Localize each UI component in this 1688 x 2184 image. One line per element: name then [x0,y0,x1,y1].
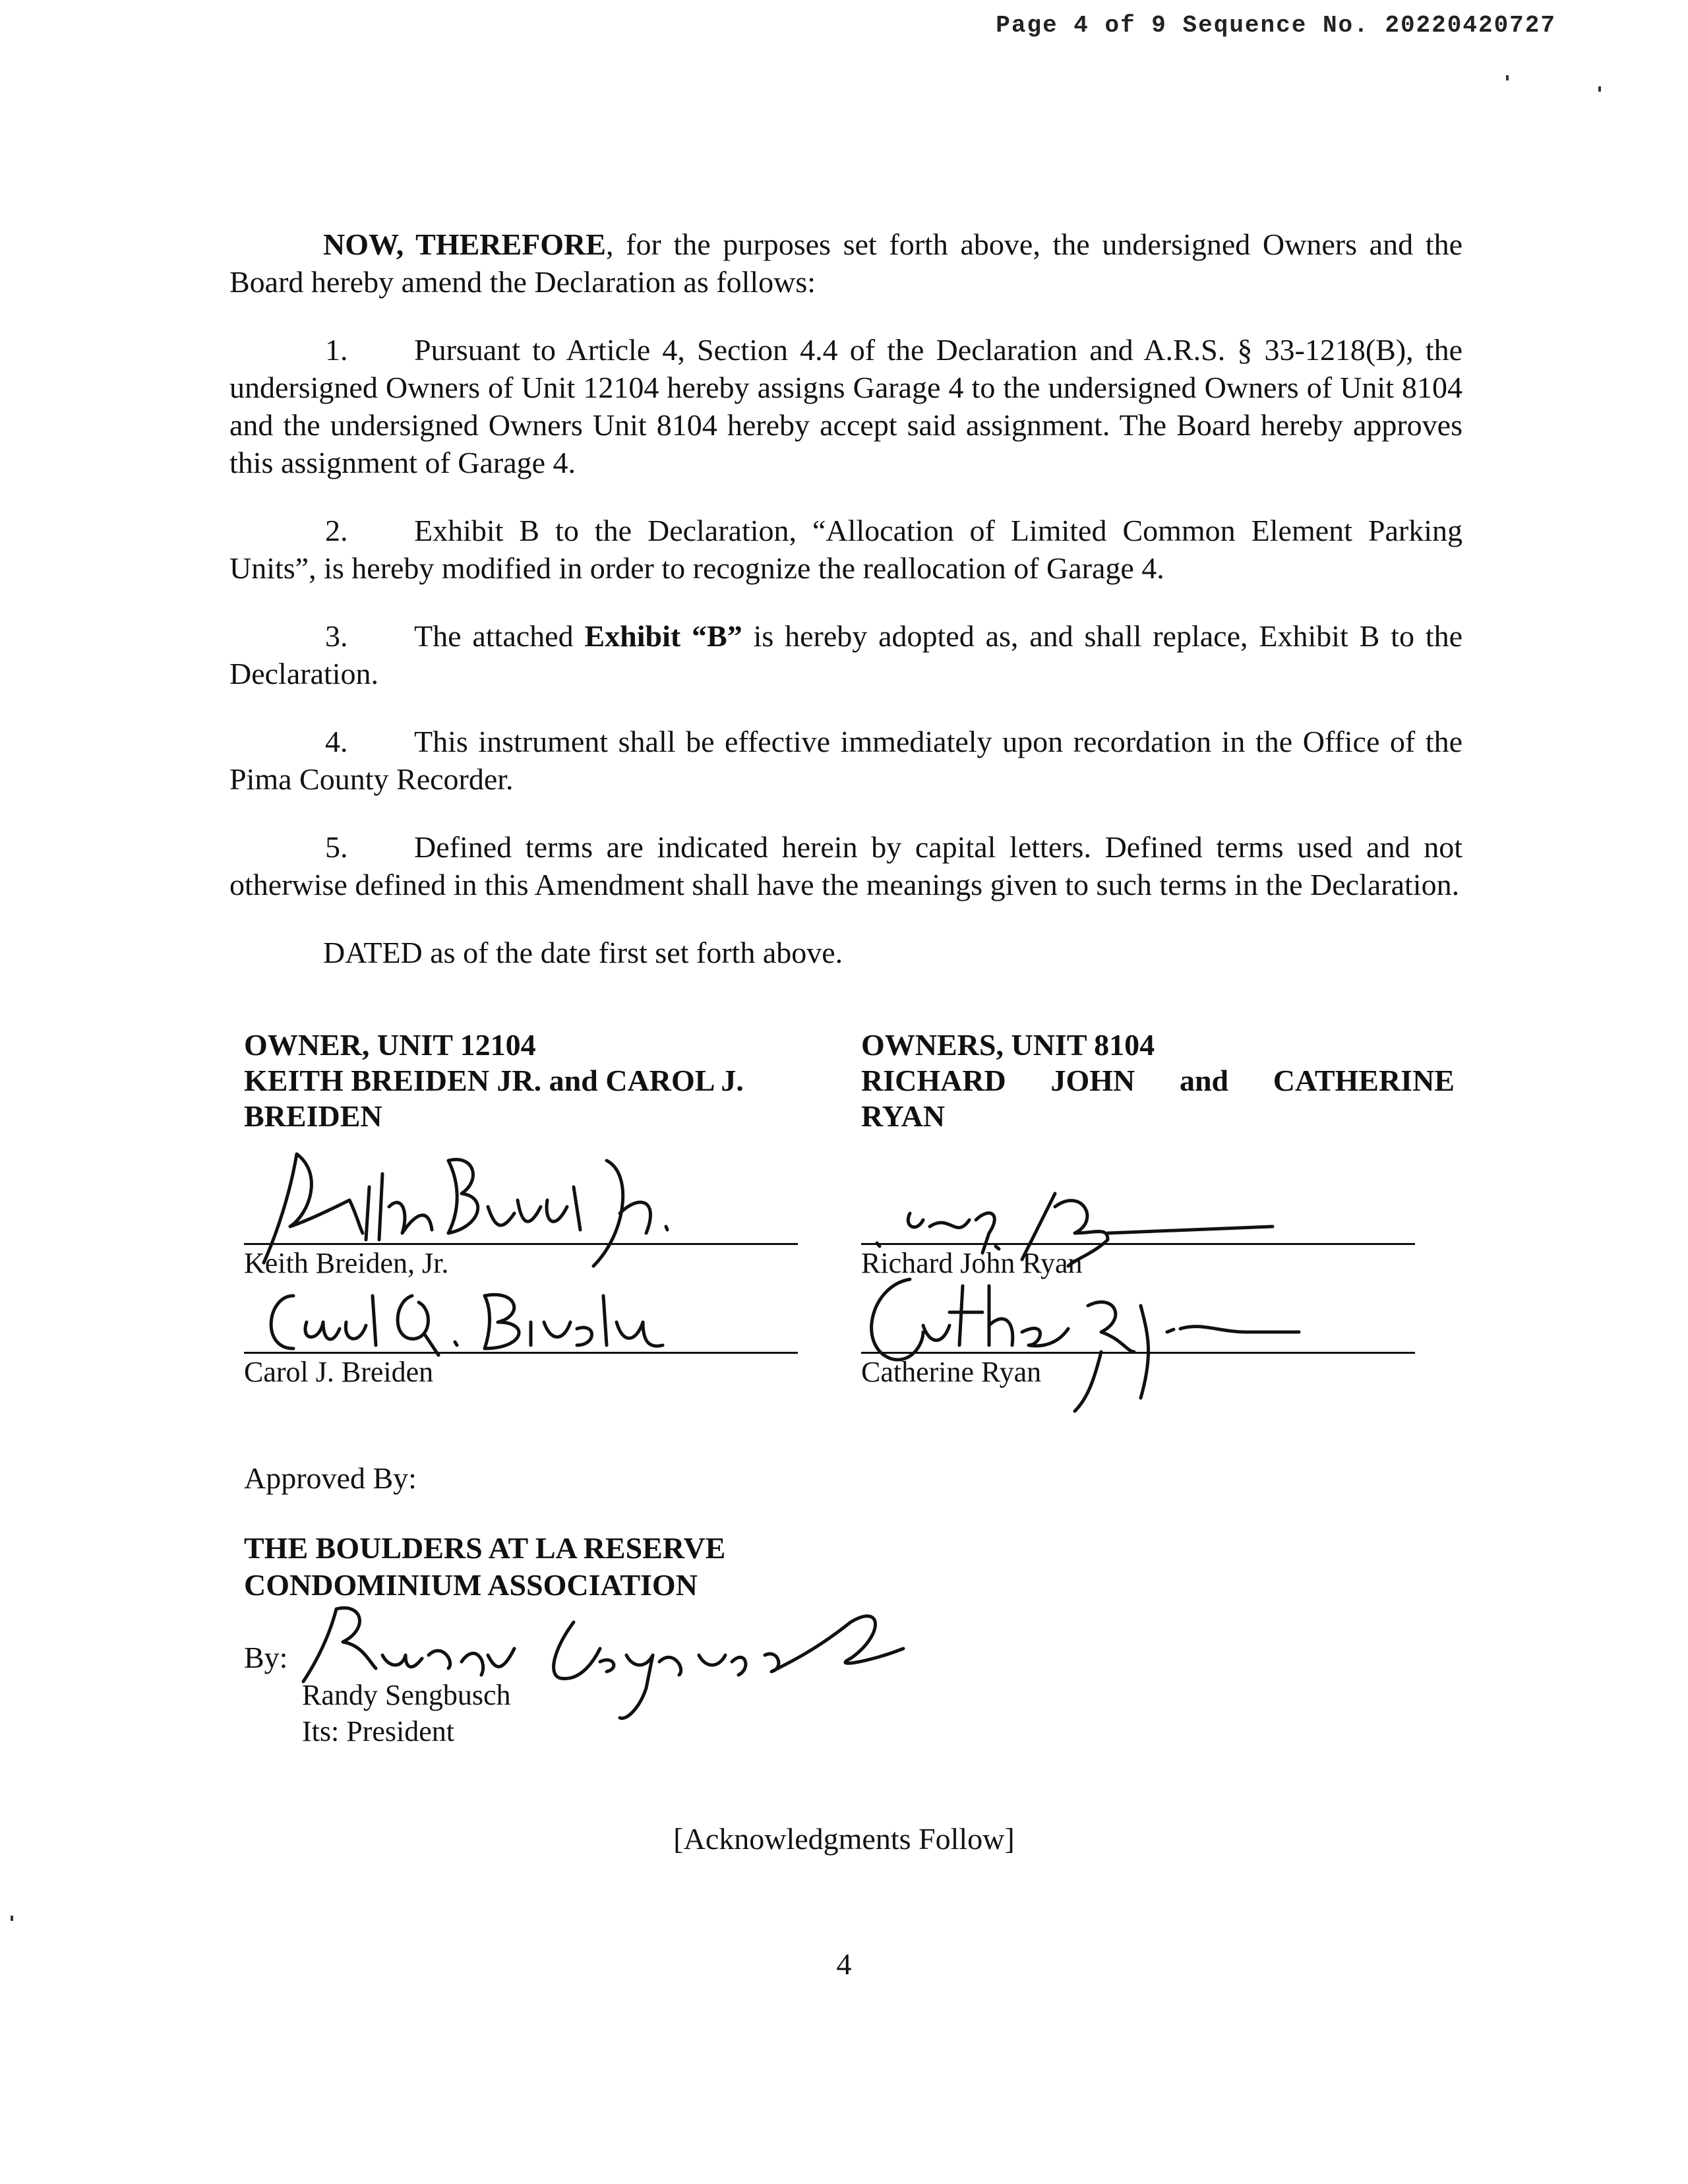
intro-lead: NOW, THEREFORE [323,228,606,261]
clause-2 [229,512,1462,587]
owner-heading-names [861,1063,1455,1099]
signature-randy-sengbusch [290,1596,910,1728]
document-body [229,226,1462,1002]
signature-keith-breiden [251,1134,699,1273]
scan-speck [1506,75,1509,80]
approver-name: Randy Sengbusch [302,1679,511,1711]
owner-heading-names-cont: RYAN [861,1099,946,1133]
owner-heading-names: KEITH BREIDEN JR. and CAROL J. [244,1064,744,1097]
intro-rest: , for the purposes set forth above, the undersigned Owners and the Board hereby amend the Declaration as follows: [229,228,1462,299]
clause-text: Exhibit B to the Declaration, “Allocation of Limited Common Element Parking Units”, is hereby modified in order to recognize the reallocation of Garage 4. [229,514,1462,585]
signature-catherine-ryan [851,1266,1352,1418]
owner-heading-unit: OWNER, UNIT 12104 [244,1028,536,1062]
signer-name-carol: Carol J. Breiden [244,1356,434,1388]
heading-word: RICHARD [861,1064,1006,1097]
signer-name-keith: Keith Breiden, Jr. [244,1247,449,1279]
heading-word: and [1179,1064,1229,1097]
scan-speck [1598,86,1601,92]
association-name-line1: THE BOULDERS AT LA RESERVE [244,1531,726,1565]
clause-4 [229,723,1462,798]
owner-block-unit-8104 [861,1027,1455,1134]
signer-name-richard: Richard John Ryan [861,1247,1083,1279]
clause-3 [229,617,1462,692]
approver-title: Its: President [302,1715,454,1747]
dated-line: DATED as of the date first set forth above. [323,936,843,969]
heading-word: JOHN [1050,1064,1135,1097]
intro-paragraph [229,226,1462,301]
scan-speck [11,1916,13,1921]
clause-text: This instrument shall be effective immediately upon recordation in the Office of the Pima County Recorder. [229,725,1462,796]
clause-text: is hereby adopted as, and shall replace, Exhibit B to the Declaration. [229,619,1462,690]
page-number: 4 [836,1947,852,1981]
clause-number: 3. [325,619,348,653]
clause-5 [229,828,1462,903]
clause-number: 4. [325,725,348,758]
clause-text: Pursuant to Article 4, Section 4.4 of the Declaration and A.R.S. § 33-1218(B), the undersigned Owners of Unit 12104 hereby assigns Garage 4 to the undersigned Owners of Unit 8104 and the undersigned Owners Unit 8104 hereby accept said assignment. The Board hereby approves this assignment of Garage 4. [229,333,1462,479]
owner-block-unit-12104 [244,1027,798,1134]
exhibit-reference: Exhibit “B” [584,619,742,653]
acknowledgments-note: [Acknowledgments Follow] [673,1822,1015,1856]
clause-1 [229,331,1462,481]
clause-number: 1. [325,333,348,367]
clause-text: The attached [414,619,585,653]
signature-carol-breiden [254,1283,689,1362]
owner-heading-unit: OWNERS, UNIT 8104 [861,1028,1155,1062]
clause-text: Defined terms are indicated herein by capital letters. Defined terms used and not otherwise defined in this Amendment shall have the meanings given to such terms in the Declaration. [229,830,1462,901]
clause-number: 5. [325,830,348,864]
heading-word: CATHERINE [1273,1064,1455,1097]
owner-heading-names-cont: BREIDEN [244,1099,382,1133]
page-sequence-header: Page 4 of 9 Sequence No. 20220420727 [996,12,1556,39]
signer-name-catherine: Catherine Ryan [861,1356,1042,1388]
by-label: By: [244,1641,288,1674]
approved-by-label: Approved By: [244,1461,417,1495]
association-name-line2: CONDOMINIUM ASSOCIATION [244,1568,698,1602]
clause-number: 2. [325,514,348,547]
association-name [244,1530,725,1604]
